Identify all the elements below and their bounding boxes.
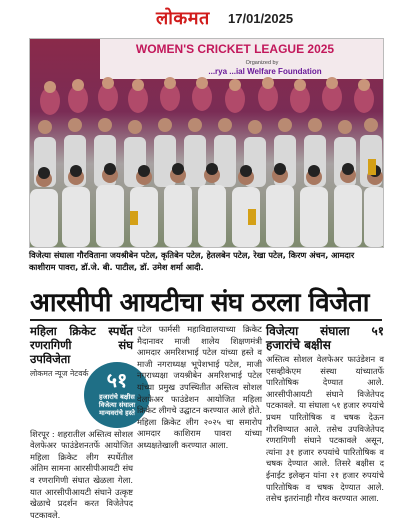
- prize-subheadline: विजेत्या संघाला ५१ हजारांचे बक्षीस: [266, 324, 384, 352]
- prize-text: हजारांचे बक्षीस विजेत्या संघाला मान्यवरांचे हस्ते: [98, 393, 136, 417]
- masthead: [0, 0, 412, 38]
- banner-subtitle: Organized by: [245, 60, 279, 66]
- news-photo: [29, 38, 384, 248]
- article-body-3: अस्तित्व सोशल वेलफेअर फाउंडेशन व एसव्हीकेएम संस्था यांच्यातर्फे पारितोषिक देण्यात आले. आरसीपीआयटी संघाने विजेतेपद पटकावले. या संघाला ५१ हजार रुपयांचे प्रथम पारितोषिक व चषक देऊन गौरविण्यात आले. तसेच उपविजेतेपद रणरागिणी संघाने पटकावले असून, त्यांना ३१ हजार रुपयांचे पारितोषिक व चषक देण्यात आले. तिसरे बक्षीस द ईनाईट इलेव्हन यांना २१ हजार रुपयांचे पारितोषिक व चषक देण्यात आले. तसेच इतरांनाही गौरव करण्यात आला.: [266, 354, 384, 504]
- headline-divider: [30, 319, 382, 321]
- subheadline: महिला क्रिकेट स्पर्धेत रणरागिणी संघ उपविजेता: [30, 324, 133, 366]
- banner-title: WOMEN'S CRICKET LEAGUE 2025: [135, 42, 335, 56]
- article-column-3: [266, 324, 384, 505]
- newspaper-logo: लोकमत: [156, 8, 210, 29]
- article-body-1: शिरपूर : शहरातील अस्तित्व सोशल वेलफेअर फाउंडेशनतर्फे आयोजित महिला क्रिकेट लीग स्पर्धेतील अंतिम सामना आरसीपीआयटी संघ व रणरागिणी संघात खेळला गेला. यात आरसीपीआयटी संघाने उत्कृष्ट खेळाचे प्रदर्शन करत विजेतेपद पटकावले.: [30, 428, 134, 520]
- article-column-2: [137, 324, 262, 452]
- article-body-2: पटेल फार्मसी महाविद्यालयाच्या क्रिकेट मैदानावर माजी शालेय शिक्षणमंत्री आमदार अमरिशभाई पटेल यांच्या हस्ते व माजी नगराध्यक्ष भूपेशभाई पटेल, माजी नगराध्यक्षा जयश्रीबेन अमरिशभाई पटेल यांच्या प्रमुख उपस्थितीत अस्तित्व सोशल वेलफेअर फाउंडेशन आयोजित महिला क्रिकेट लीगचे उद्घाटन करण्यात आले होते. महिला क्रिकेट लीग २०२५ चा समारोप आमदार काशिराम पावरा यांच्या अध्यक्षतेखाली करण्यात आला.: [137, 324, 262, 450]
- publication-date: 17/01/2025: [228, 11, 294, 26]
- article-headline: आरसीपी आयटीचा संघ ठरला विजेता: [30, 288, 370, 318]
- prize-number: ५१: [106, 368, 128, 392]
- banner-organizer: ...rya ...ial Welfare Foundation: [208, 67, 322, 76]
- photo-caption: विजेत्या संघाला गौरविताना जयश्रीबेन पटेल, कृतिबेन पटेल, हेतलबेन पटेल, रेखा पटेल, किरण अंचन, आमदार काशीराम पावरा, डॉ.जे. बी. पाटील, डॉ. उमेश शर्मा आदी.: [29, 250, 355, 272]
- byline: लोकमत न्यूज नेटवर्क: [30, 369, 89, 378]
